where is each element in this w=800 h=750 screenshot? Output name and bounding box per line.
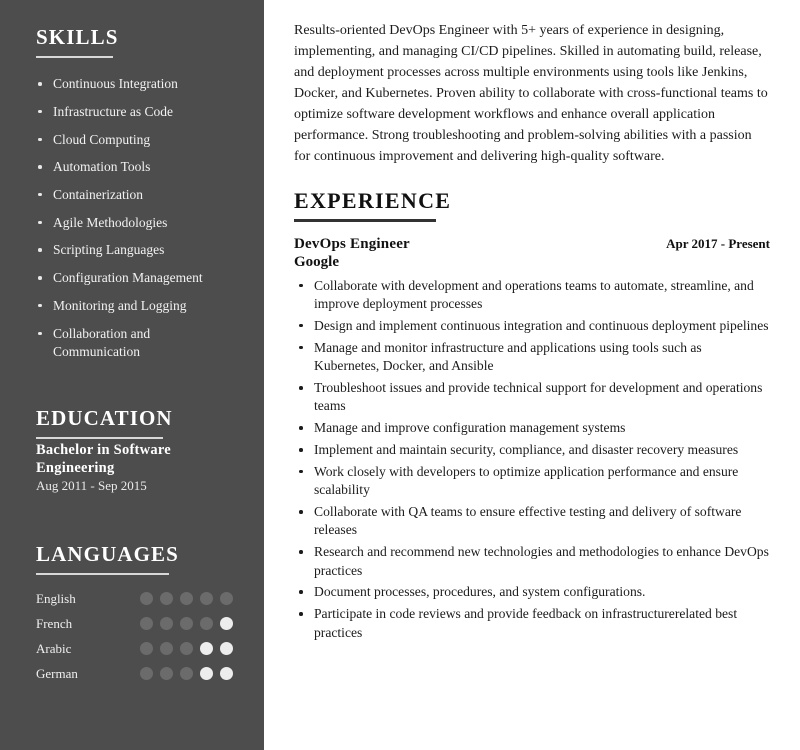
level-dot-filled xyxy=(160,592,173,605)
experience-heading-rule xyxy=(294,219,436,222)
sidebar xyxy=(0,0,264,750)
language-level-dots xyxy=(140,592,233,605)
languages-list xyxy=(36,591,232,682)
skill-item: Automation Tools xyxy=(36,158,240,176)
job-duty-item: Implement and maintain security, compliance, and disaster recovery measures xyxy=(294,441,770,459)
level-dot-filled xyxy=(160,667,173,680)
education-dates: Aug 2011 - Sep 2015 xyxy=(36,477,147,493)
main-content xyxy=(264,0,800,750)
job-duty-item: Troubleshoot issues and provide technical support for development and operations teams xyxy=(294,379,770,416)
education-heading: EDUCATION xyxy=(36,405,173,430)
job-header xyxy=(294,236,770,253)
job-duties-list xyxy=(294,277,770,642)
skill-item: Cloud Computing xyxy=(36,131,240,149)
level-dot-empty xyxy=(200,667,213,680)
experience-entry xyxy=(294,236,770,642)
job-duty-item: Collaborate with QA teams to ensure effective testing and delivery of software releases xyxy=(294,503,770,540)
level-dot-filled xyxy=(140,592,153,605)
level-dot-filled xyxy=(160,617,173,630)
skill-item: Containerization xyxy=(36,186,240,204)
education-degree: Bachelor in Software Engineering xyxy=(36,441,171,476)
job-title: DevOps Engineer xyxy=(294,235,410,252)
level-dot-filled xyxy=(160,642,173,655)
level-dot-empty xyxy=(220,617,233,630)
skills-heading: SKILLS xyxy=(36,25,119,49)
skill-item: Configuration Management xyxy=(36,269,240,287)
education-entry xyxy=(36,441,240,495)
education-section xyxy=(36,407,240,495)
level-dot-filled xyxy=(200,617,213,630)
language-row xyxy=(36,616,232,632)
skills-list xyxy=(36,75,240,361)
level-dot-filled xyxy=(140,642,153,655)
sidebar-spacer xyxy=(36,495,240,543)
skills-heading-rule xyxy=(36,56,113,58)
language-row xyxy=(36,641,232,657)
language-level-dots xyxy=(140,642,233,655)
job-duty-item: Work closely with developers to optimize application performance and ensure scalability xyxy=(294,463,770,500)
job-duty-item: Document processes, procedures, and system configurations. xyxy=(294,583,770,601)
job-date-range: Apr 2017 - Present xyxy=(666,235,770,251)
job-duty-item: Participate in code reviews and provide feedback on infrastructurerelated best practices xyxy=(294,605,770,642)
languages-heading: LANGUAGES xyxy=(36,541,179,566)
skills-section xyxy=(36,26,240,361)
skill-item: Infrastructure as Code xyxy=(36,103,240,121)
job-duty-item: Manage and monitor infrastructure and applications using tools such as Kubernetes, Docker, and Ansible xyxy=(294,339,770,376)
languages-section xyxy=(36,543,240,682)
level-dot-empty xyxy=(220,667,233,680)
education-heading-rule xyxy=(36,437,163,439)
skill-item: Scripting Languages xyxy=(36,241,240,259)
level-dot-filled xyxy=(180,642,193,655)
level-dot-filled xyxy=(140,667,153,680)
level-dot-filled xyxy=(180,617,193,630)
skill-item: Agile Methodologies xyxy=(36,214,240,232)
skill-item: Continuous Integration xyxy=(36,75,240,93)
languages-heading-rule xyxy=(36,573,169,575)
experience-heading-block xyxy=(294,189,770,222)
experience-heading: EXPERIENCE xyxy=(294,188,452,213)
level-dot-filled xyxy=(220,592,233,605)
skill-item: Monitoring and Logging xyxy=(36,297,240,315)
language-name: English xyxy=(36,590,76,606)
language-level-dots xyxy=(140,617,233,630)
level-dot-filled xyxy=(140,617,153,630)
skill-item: Collaboration and Communication xyxy=(36,325,240,361)
language-level-dots xyxy=(140,667,233,680)
professional-summary: Results-oriented DevOps Engineer with 5+ years of experience in designing, implementing, and managing CI/CD pipelines. Skilled in automating build, release, and deployment processes across multiple environments using tools like Jenkins, Docker, and Kubernetes. Proven ability to collaborate with cross-functional teams to optimize software development workflows and enhance overall application performance. Strong troubleshooting and problem-solving abilities with a passion for continuous improvement and delivering high-quality software. xyxy=(294,23,768,164)
job-duty-item: Manage and improve configuration management systems xyxy=(294,419,770,437)
level-dot-filled xyxy=(200,592,213,605)
job-duty-item: Collaborate with development and operations teams to automate, streamline, and improve deployment processes xyxy=(294,277,770,314)
language-name: German xyxy=(36,665,78,681)
job-duty-item: Design and implement continuous integration and continuous deployment pipelines xyxy=(294,317,770,335)
language-row xyxy=(36,591,232,607)
job-duty-item: Research and recommend new technologies and methodologies to enhance DevOps practices xyxy=(294,543,770,580)
level-dot-empty xyxy=(220,642,233,655)
level-dot-filled xyxy=(180,667,193,680)
job-company: Google xyxy=(294,253,339,270)
level-dot-empty xyxy=(200,642,213,655)
language-row xyxy=(36,666,232,682)
level-dot-filled xyxy=(180,592,193,605)
sidebar-spacer xyxy=(36,371,240,407)
language-name: French xyxy=(36,615,73,631)
language-name: Arabic xyxy=(36,640,72,656)
